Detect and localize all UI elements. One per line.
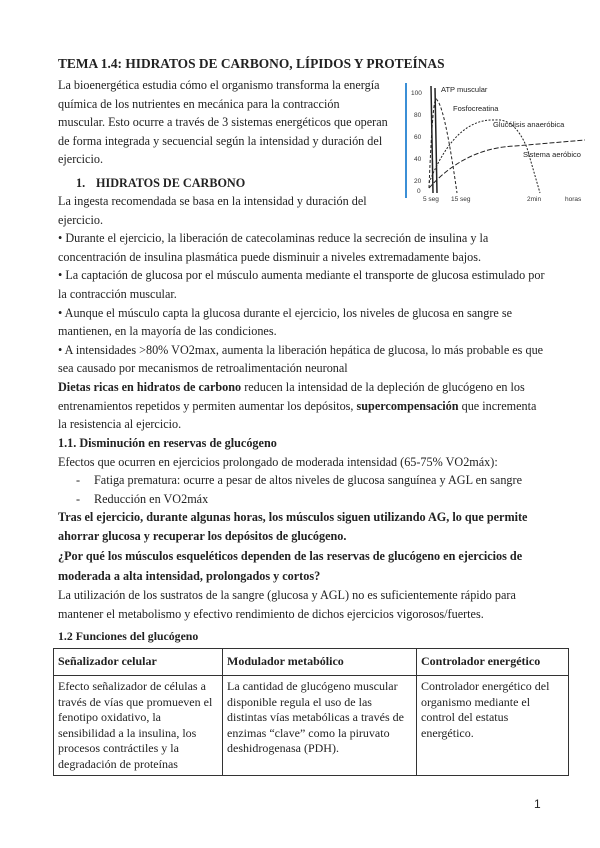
bullet-item: • La captación de glucosa por el músculo aumenta mediante el transporte de glucosa estimulado por la contracción muscular. <box>58 268 545 301</box>
x-tick: 5 seg <box>423 196 439 203</box>
x-tick: 15 seg <box>451 196 471 203</box>
table-cell: La cantidad de glucógeno muscular disponible regula el uso de las distintas vías metabólicas a través de enzimas “clave” como la piruvato deshidrogenasa (PDH). <box>223 676 417 776</box>
table-header: Controlador energético <box>417 649 569 676</box>
bullet-item: • Durante el ejercicio, la liberación de catecolaminas reduce la secreción de insulina y la concentración de insulina plasmática puede disminuir a niveles extremadamente bajos. <box>58 231 489 264</box>
section-1-1 <box>58 434 558 546</box>
section-1-body <box>58 192 548 378</box>
table-header-row <box>54 649 569 676</box>
section-1-1-conclusion: Tras el ejercicio, durante algunas horas, los músculos siguen utilizando AG, lo que permite ahorrar glucosa y recuperar los depósitos de glucógeno. <box>58 510 528 543</box>
answer-text: La utilización de los sustratos de la sangre (glucosa y AGL) no es suficientemente rápido para mantener el metabolismo y efectivo rendimiento de dichos ejercicios vigorosos/fuertes. <box>58 588 516 621</box>
section-1-heading: 1. HIDRATOS DE CARBONO <box>76 176 246 190</box>
question-block <box>58 547 558 623</box>
curve-label: Glucólisis anaeróbica <box>493 120 565 129</box>
table-header: Señalizador celular <box>54 649 223 676</box>
section-1-1-lead: Efectos que ocurren en ejercicios prolongado de moderada intensidad (65-75% VO2máx): <box>58 454 498 469</box>
question-text: ¿Por qué los músculos esqueléticos dependen de las reservas de glucógeno en ejercicios de moderada a alta intensidad, prolongados y cortos? <box>58 549 523 583</box>
energy-systems-figure <box>405 78 590 203</box>
y-tick: 80 <box>414 112 422 119</box>
list-item: - Fatiga prematura: ocurre a pesar de altos niveles de glucosa sanguínea y AGL en sangre <box>58 471 558 490</box>
curve-label: Fosfocreatina <box>453 104 499 113</box>
glycogen-functions-table <box>53 648 569 776</box>
page-number: 1 <box>534 797 541 811</box>
dietas-paragraph: Dietas ricas en hidratos de carbono reducen la intensidad de la depleción de glucógeno en los entrenamientos repetidos y permiten aumentar los depósitos, supercompensación que incrementa la resistencia al ejercicio. <box>58 380 537 432</box>
curve-label: ATP muscular <box>441 85 488 94</box>
x-tick: 2min <box>527 196 542 203</box>
y-tick: 100 <box>411 90 422 97</box>
table-row <box>54 676 569 776</box>
page-title: TEMA 1.4: HIDRATOS DE CARBONO, LÍPIDOS Y PROTEÍNAS <box>58 56 445 71</box>
bullet-item: • Aunque el músculo capta la glucosa durante el ejercicio, los niveles de glucosa en sangre se mantienen, en la mayoría de las condiciones. <box>58 305 513 339</box>
curve-label: Sistema aeróbico <box>523 150 581 159</box>
y-tick: 40 <box>414 156 422 163</box>
bullet-item: • A intensidades >80% VO2max, aumenta la liberación hepática de glucosa, lo más probable es que sea causado por mecanismos de retroalimentación neuronal <box>58 342 544 376</box>
table-header: Modulador metabólico <box>223 649 417 676</box>
x-tick: horas <box>565 196 582 203</box>
figure-border <box>405 83 407 198</box>
section-1-2-heading: 1.2 Funciones del glucógeno <box>58 629 199 643</box>
y-tick: 20 <box>414 178 422 185</box>
y-tick: 60 <box>414 134 422 141</box>
table-cell: Efecto señalizador de células a través de vías que promueven el fenotipo oxidativo, la sensibilidad a la insulina, los procesos contráctiles y la degradación de proteínas <box>54 676 223 776</box>
section-1-lead: La ingesta recomendada se basa en la intensidad y duración del ejercicio. <box>58 194 367 227</box>
list-item: - Reducción en VO2máx <box>58 490 558 509</box>
atp-curve <box>431 86 437 193</box>
section-1-1-heading: 1.1. Disminución en reservas de glucógeno <box>58 436 277 450</box>
y-tick: 0 <box>417 188 421 195</box>
table-cell: Controlador energético del organismo mediante el control del estatus energético. <box>417 676 569 776</box>
intro-paragraph: La bioenergética estudia cómo el organismo transforma la energía química de los nutrientes en mecánica para la contracción muscular. Esto ocurre a través de 3 sistemas energéticos que operan de forma integrada y secuencial según la intensidad y duración del ejercicio. <box>58 78 388 167</box>
